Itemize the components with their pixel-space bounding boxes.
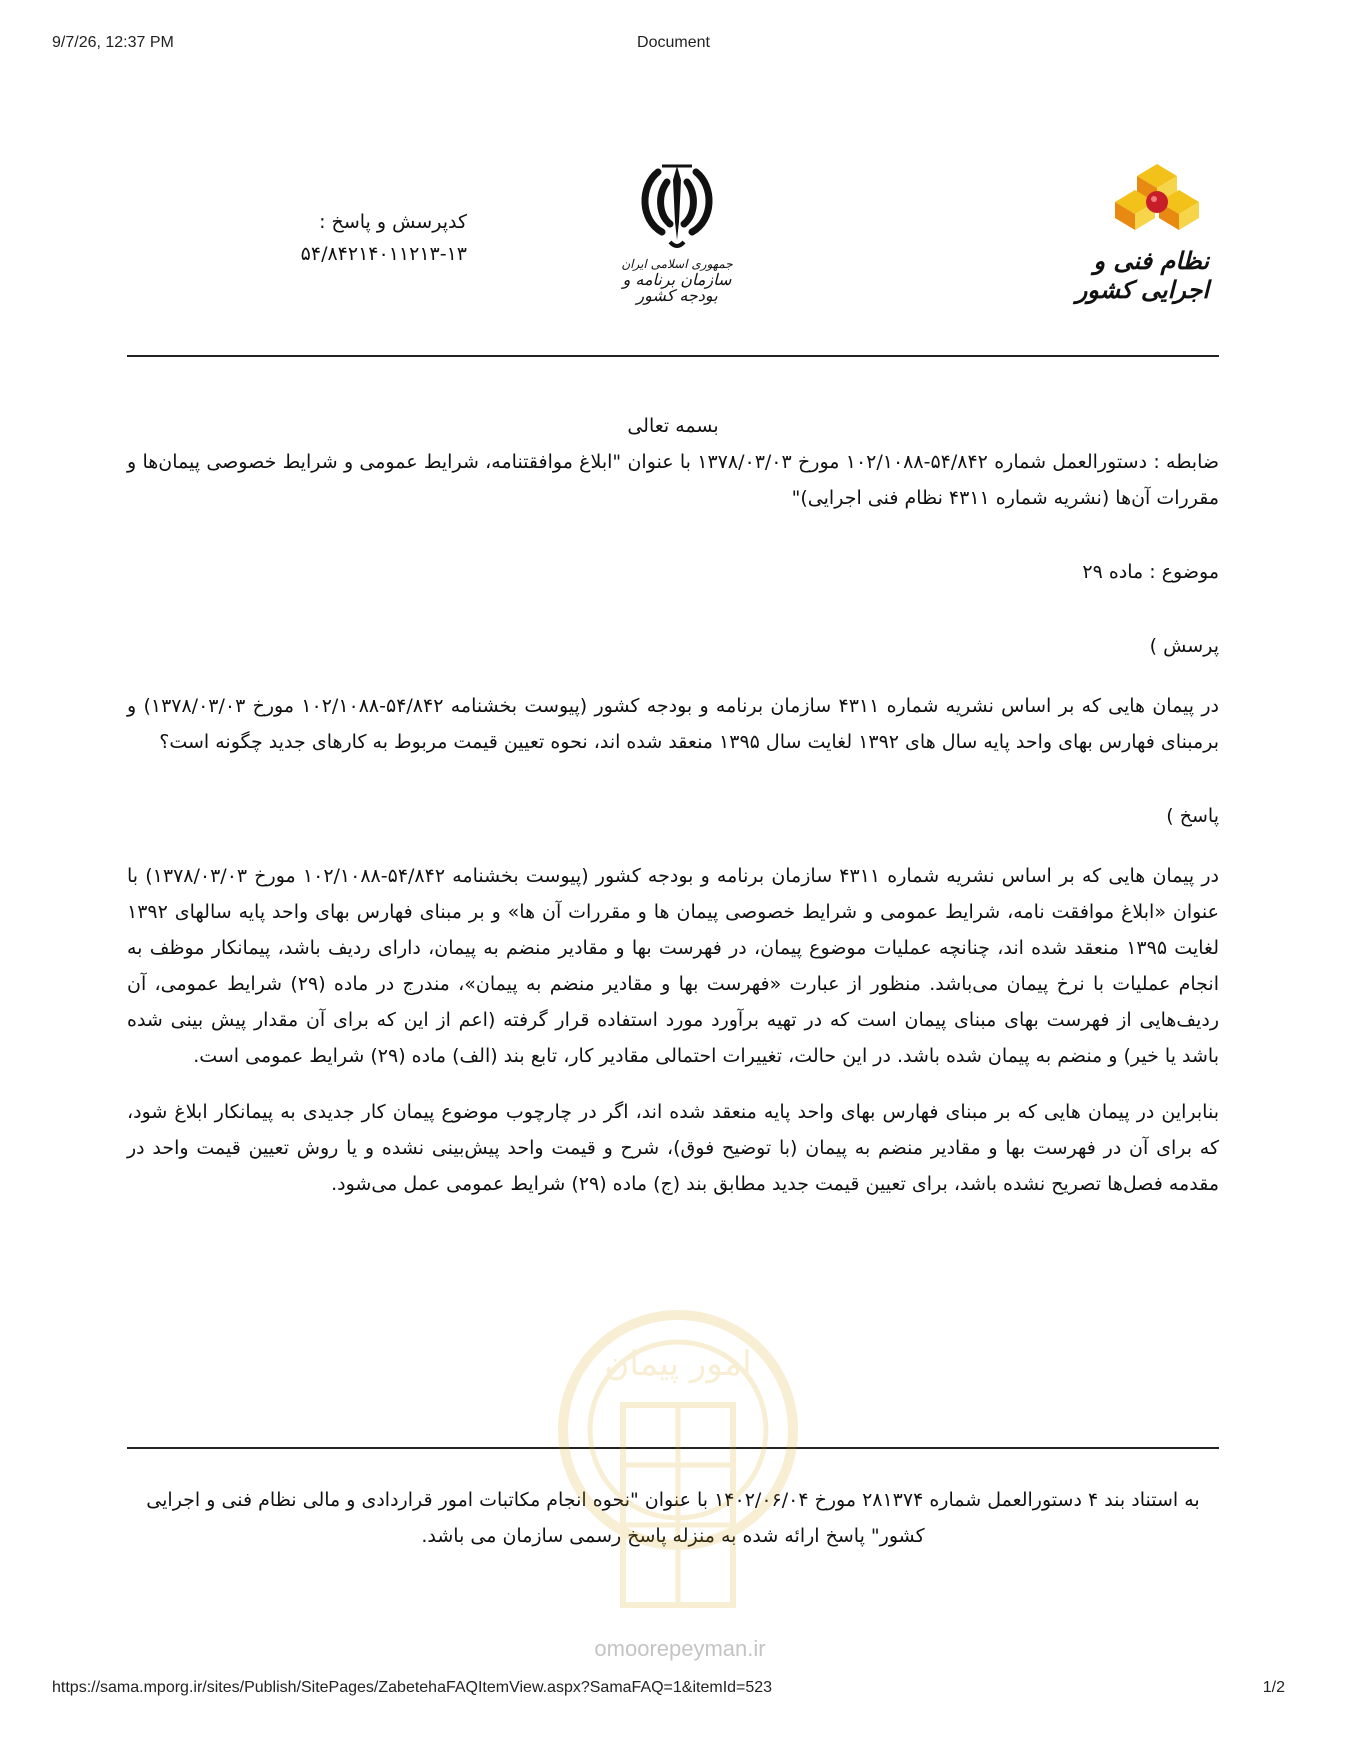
header-divider (127, 355, 1219, 357)
page-number: 1/2 (1262, 1679, 1285, 1696)
question-text: در پیمان هایی که بر اساس نشریه شماره ۴۳۱۱ سازمان برنامه و بودجه کشور (پیوست بخشنامه ۵۴/۸۴۲-۱۰۲/۱۰۸۸ مورخ ۱۳۷۸/۰۳/۰۳) و برمبنای فهارس بهای واحد پایه سال های ۱۳۹۲ لغایت سال ۱۳۹۵ منعقد شده اند، نحوه تعیین قیمت مربوط به کارهای جدید چگونه است؟ (127, 695, 1219, 753)
iran-emblem (602, 162, 752, 322)
emblem-line-country: جمهوری اسلامی ایران (621, 257, 733, 271)
print-title: Document (637, 34, 710, 51)
cube-pyramid-logo-icon (1105, 164, 1209, 242)
print-footer (0, 1679, 1347, 1701)
answer-paragraph-2: بنابراین در پیمان هایی که بر مبنای فهارس بهای واحد پایه منعقد شده اند، اگر در چارچوب موضوع پیمان کار جدیدی به پیمانکار ابلاغ شود، که برای آن در فهرست بها و مقادیر منضم به پیمان (با توضیح فوق)، شرح و قیمت واحد پیش‌بینی نشده و یا روش تعیین قیمت واحد در مقدمه فصل‌ها تصریح نشده باشد، برای تعیین قیمت جدید مطابق بند (ج) ماده (۲۹) شرایط عمومی عمل می‌شود. (127, 1101, 1219, 1195)
watermark-site-text: omoorepeyman.ir (594, 1636, 766, 1661)
question-heading: پرسش ) (1149, 635, 1219, 657)
question-code-block (237, 206, 467, 270)
question-code-value: ۵۴/۸۴۲۱۴۰۱۱۲۱۳-۱۳ (300, 243, 467, 265)
answer-heading: پاسخ ) (1166, 805, 1219, 827)
letterhead (127, 150, 1219, 320)
footer-divider (127, 1447, 1219, 1449)
print-datetime: 9/7/26, 12:37 PM (52, 34, 174, 51)
answer-paragraph-1: در پیمان هایی که بر اساس نشریه شماره ۴۳۱۱ سازمان برنامه و بودجه کشور (پیوست بخشنامه ۵۴/۸۴۲-۱۰۲/۱۰۸۸ مورخ ۱۳۷۸/۰۳/۰۳) با عنوان «ابلاغ موافقت نامه، شرایط عمومی و شرایط خصوصی پیمان ها و مقررات آن ها» و بر مبنای فهارس بهای واحد پایه سالهای ۱۳۹۲ لغایت ۱۳۹۵ منعقد شده اند، چنانچه عملیات موضوع پیمان، در فهرست بها و مقادیر منضم به پیمان، دارای ردیف باشد، پیمانکار موظف به انجام عملیات با نرخ پیمان می‌باشد. منظور از عبارت «فهرست بها و مقادیر منضم به پیمان»، مندرج در ماده (۲۹) شرایط عمومی، آن ردیف‌هایی از فهرست بهای مبنای پیمان است که در تهیه برآورد مورد استفاده قرار گرفته (اعم از این که برای آن مقدار پیش بینی شده باشد یا خیر) و منضم به پیمان شده باشد. در این حالت، تغییرات احتمالی مقادیر کار، تابع بند (الف) ماده (۲۹) شرایط عمومی است. (127, 865, 1220, 1067)
seal-watermark-icon (553, 1305, 803, 1635)
iran-emblem-icon (632, 162, 722, 254)
org-logo (1059, 164, 1209, 314)
question-code-label: کدپرسش و پاسخ : (319, 211, 467, 233)
page-url: https://sama.mporg.ir/sites/Publish/SitePages/ZabetehaFAQItemView.aspx?SamaFAQ=1&itemId=523 (52, 1679, 773, 1696)
document-body (127, 408, 1219, 1202)
bismillah: بسمه تعالی (627, 415, 719, 437)
closing-statement: به استناد بند ۴ دستورالعمل شماره ۲۸۱۳۷۴ مورخ ۱۴۰۲/۰۶/۰۴ با عنوان "نحوه انجام مکاتبات امور قراردادی و مالی نظام فنی و اجرایی کشور" پاسخ ارائه شده به منزله پاسخ رسمی سازمان می باشد. (146, 1489, 1200, 1547)
subject-line: موضوع : ماده ۲۹ (1082, 561, 1219, 583)
emblem-caption (602, 256, 752, 304)
emblem-line-org: سازمان برنامه و بودجه کشور (622, 270, 732, 305)
print-header (0, 34, 1347, 56)
org-name: نظام فنی و اجرایی کشور (1075, 246, 1209, 304)
criterion-paragraph: ضابطه : دستورالعمل شماره ۵۴/۸۴۲-۱۰۲/۱۰۸۸ مورخ ۱۳۷۸/۰۳/۰۳ با عنوان "ابلاغ موافقتنامه، شرایط عمومی و شرایط خصوصی پیمان‌ها و مقررات آن‌ها (نشریه شماره ۴۳۱۱ نظام فنی اجرایی)" (127, 451, 1220, 509)
seal-text: امور پیمان (604, 1344, 752, 1384)
